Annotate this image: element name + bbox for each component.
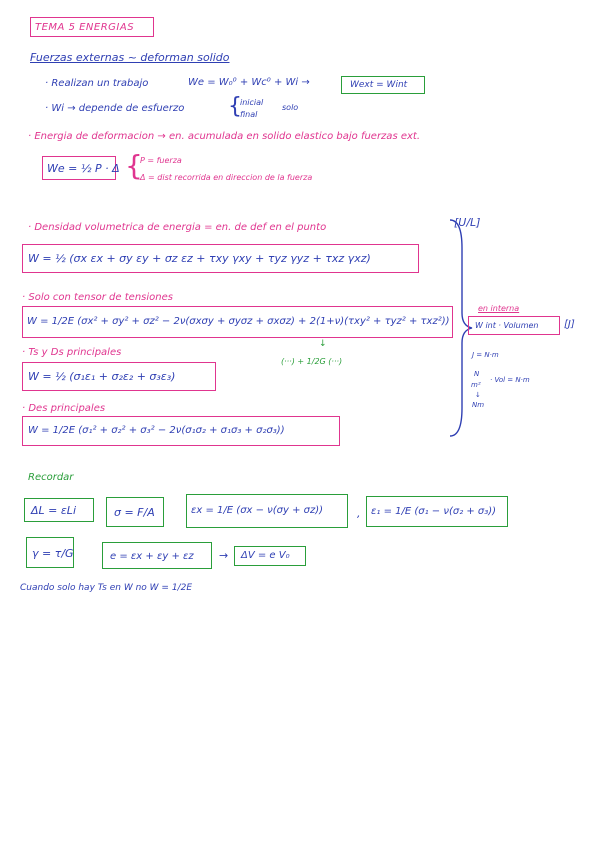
def-delta: Δ = dist recorrida en direccion de la fuerza (140, 173, 313, 182)
principal-ds-heading: · Des principales (22, 403, 106, 414)
stress-only-heading: · Solo con tensor de tensiones (22, 292, 173, 303)
joule-note: J = N·m (472, 351, 499, 359)
def-p: P = fuerza (140, 156, 182, 165)
arrow-down: ↓ (319, 339, 327, 349)
density-units: [U/L] (454, 216, 481, 229)
work-line-formula: We = W₀⁰ + Wc⁰ + Wi → (188, 77, 310, 88)
delta-v-formula: ΔV = e V₀ (241, 550, 290, 561)
arrow-right: → (219, 549, 229, 562)
sigma-formula: σ = F/A (114, 506, 155, 519)
formula3: W = ½ (σ₁ε₁ + σ₂ε₂ + σ₃ε₃) (28, 370, 176, 383)
unit-arrow: ↓ (475, 391, 481, 399)
footer-note: Cuando solo hay Ts en W no W = 1/2E (20, 583, 193, 593)
gamma-formula: γ = τ/G (32, 547, 74, 560)
wi-line-text: · Wi → depende de esfuerzo (45, 103, 185, 114)
work-line-text: · Realizan un trabajo (45, 78, 149, 89)
page-title: TEMA 5 ENERGIAS (35, 22, 135, 33)
formula1: W = ½ (σx εx + σy εy + σz εz + τxy γxy + τyz γyz + τxz γxz) (28, 252, 371, 265)
unit-nm: Nm (472, 401, 485, 409)
wext-formula: Wext = Wint (350, 80, 408, 90)
epsilon-x-formula: εx = 1/E (σx − ν(σy + σz)) (191, 505, 324, 516)
density-heading: · Densidad volumetrica de energia = en. de def en el punto (28, 222, 327, 233)
wi-option-initial: inicial (240, 98, 264, 107)
joule-unit: [J] (564, 319, 575, 330)
e-formula: e = εx + εy + εz (110, 551, 194, 562)
shear-note: (···) + 1/2G (···) (281, 357, 343, 366)
wint-formula: W int · Volumen (475, 321, 539, 330)
internal-energy-label: en interna (478, 304, 520, 313)
formula2: W = 1/2E (σx² + σy² + σz² − 2ν(σxσy + σyσz + σxσz) + 2(1+ν)(τxy² + τyz² + τxz²)) (27, 316, 450, 327)
remember-heading: Recordar (28, 472, 74, 483)
brace-symbol: { (228, 94, 242, 119)
delta-l-formula: ΔL = εLi (31, 504, 76, 517)
definitions-brace: { (125, 149, 143, 182)
wi-option-final: final (240, 110, 258, 119)
deformation-energy-heading: · Energia de deformacion → en. acumulada en solido elastico bajo fuerzas ext. (28, 131, 420, 142)
unit-num: N (474, 370, 480, 378)
external-forces-heading: Fuerzas externas ~ deforman solido (30, 51, 230, 64)
formula4: W = 1/2E (σ₁² + σ₂² + σ₃² − 2ν(σ₁σ₂ + σ₁σ₃ + σ₂σ₃)) (28, 425, 285, 436)
wi-tail: solo (282, 103, 299, 112)
we-formula: We = ½ P · Δ (47, 162, 120, 175)
unit-den: m² (471, 381, 481, 389)
epsilon-1-formula: ε₁ = 1/E (σ₁ − ν(σ₂ + σ₃)) (371, 506, 497, 517)
comma-separator: , (357, 507, 361, 520)
unit-vol: · Vol = N·m (490, 376, 530, 384)
principal-ts-ds-heading: · Ts y Ds principales (22, 347, 122, 358)
